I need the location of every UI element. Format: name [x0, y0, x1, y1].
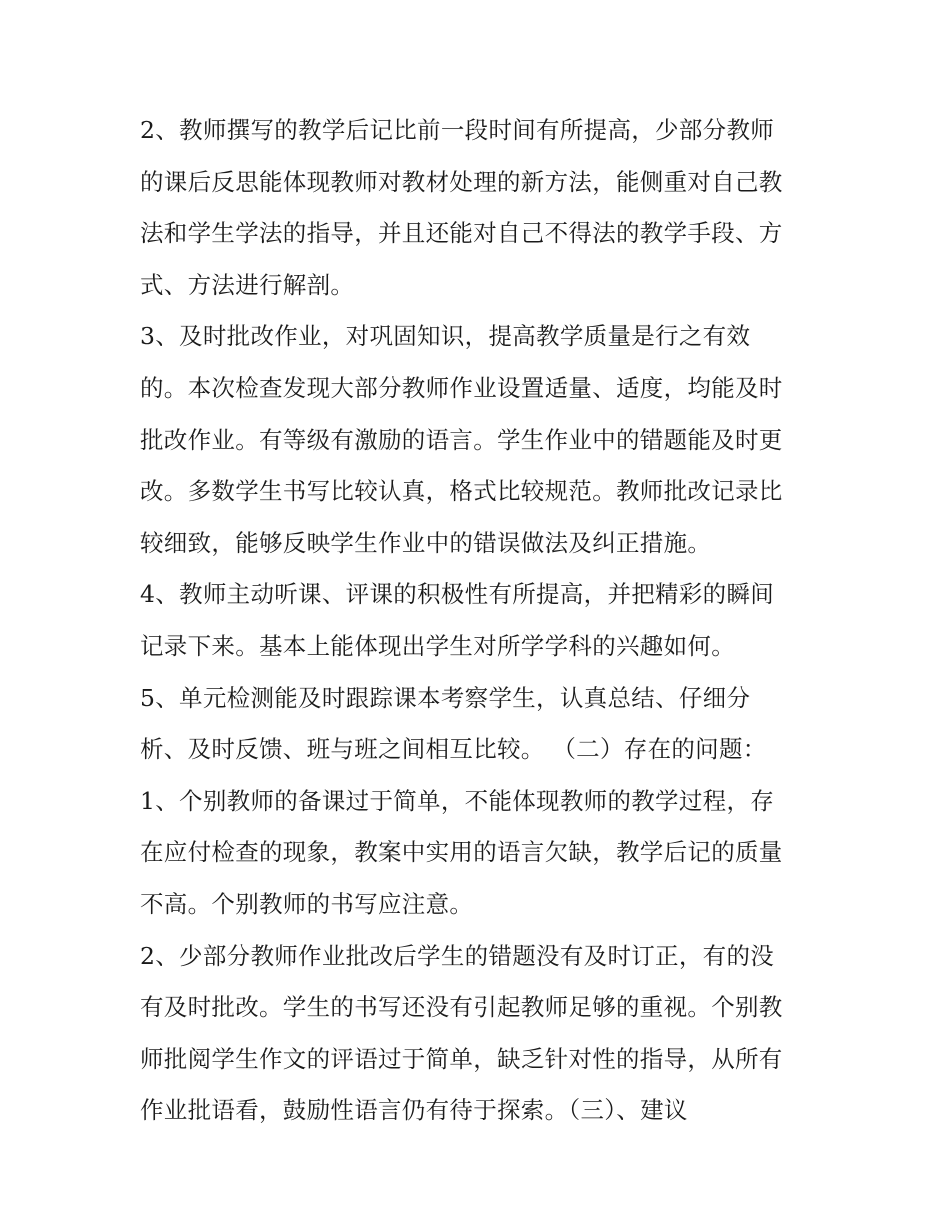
text-line: 法和学生学法的指导，并且还能对自己不得法的教学手段、方 [140, 219, 783, 248]
text-line: 式、方法进行解剖。 [140, 270, 355, 299]
text-line: 批改作业。有等级有激励的语言。学生作业中的错题能及时更 [140, 425, 783, 454]
text-line: 改。多数学生书写比较认真，格式比较规范。教师批改记录比 [140, 477, 783, 506]
text-line: 有及时批改。学生的书写还没有引起教师足够的重视。个别教 [140, 993, 783, 1022]
text-line: 的课后反思能体现教师对教材处理的新方法，能侧重对自己教 [140, 167, 783, 196]
text-line: 2、教师撰写的教学后记比前一段时间有所提高，少部分教师 [140, 116, 775, 144]
text-line: 析、及时反馈、班与班之间相互比较。 （二）存在的问题： [140, 735, 767, 764]
text-line: 较细致，能够反映学生作业中的错误做法及纠正措施。 [140, 528, 712, 557]
text-line: 3、及时批改作业，对巩固知识，提高教学质量是行之有效 [140, 322, 751, 351]
text-line: 1、个别教师的备课过于简单，不能体现教师的教学过程，存 [140, 786, 775, 815]
text-line: 2、少部分教师作业批改后学生的错题没有及时订正，有的没 [140, 941, 775, 970]
text-line: 记录下来。基本上能体现出学生对所学学科的兴趣如何。 [140, 631, 735, 660]
text-line: 5、单元检测能及时跟踪课本考察学生，认真总结、仔细分 [140, 683, 751, 712]
text-line: 在应付检查的现象，教案中实用的语言欠缺，教学后记的质量 [140, 838, 783, 867]
text-line: 的。本次检查发现大部分教师作业设置适量、适度，均能及时 [140, 373, 783, 402]
text-line: 师批阅学生作文的评语过于简单，缺乏针对性的指导，从所有 [140, 1044, 783, 1073]
text-line: 不高。个别教师的书写应注意。 [140, 889, 474, 918]
text-line: 4、教师主动听课、评课的积极性有所提高，并把精彩的瞬间 [140, 580, 775, 609]
text-line: 作业批语看，鼓励性语言仍有待于探索。（三）、建议 [140, 1096, 688, 1125]
body-text [140, 110, 820, 1142]
